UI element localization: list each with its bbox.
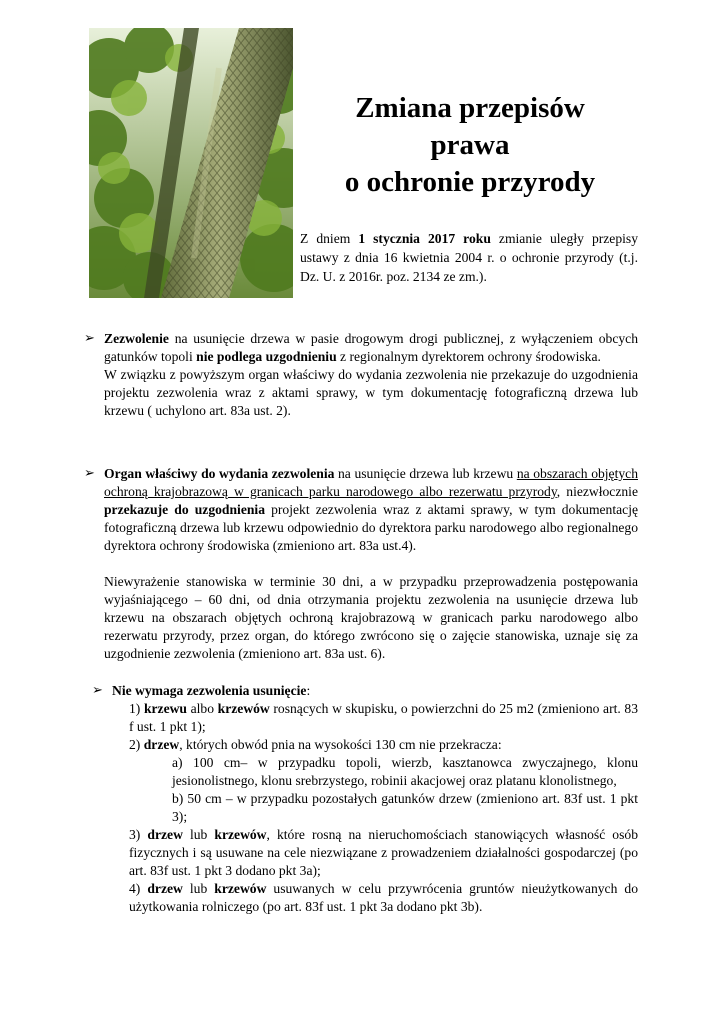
tree-trunk-photo — [89, 28, 293, 298]
s1-paragraph-2: W związku z powyższym organ właściwy do wydania zezwolenia nie przekazuje do uzgodnienia projektu zezwolenia wraz z aktami sprawy, w tym dokumentację fotograficzną drzewa lub krzewu ( uchylono art. 83a ust. 2). — [104, 367, 638, 418]
item-text: , których obwód pnia na wysokości 130 cm nie przekracza: — [179, 737, 502, 752]
s2-text-3: projekt zezwolenia wraz z aktami sprawy, w tym dokumentację fotograficzną drzewa lub krzewu odpowiednio do dyrektora parku narodowego albo regionalnego dyrektora ochrony środowiska (zmieniono art. 83a ust.4). — [104, 502, 638, 553]
intro-paragraph — [300, 229, 638, 286]
intro-date: 1 stycznia 2017 roku — [358, 231, 491, 246]
arrow-bullet-icon: ➢ — [84, 331, 95, 346]
s2-underlined: na obszarach objętych ochroną krajobrazową w granicach parku narodowego albo rezerwatu przyrody — [104, 466, 638, 499]
item-bold: drzew — [147, 881, 183, 896]
s3-heading-text: Nie wymaga zezwolenia usunięcie — [112, 683, 307, 698]
s2-text-1: na usunięcie drzewa lub krzewu — [334, 466, 517, 481]
item-text: usuwanych w celu przywrócenia gruntów nieużytkowanych do użytkowania rolniczego (po art. 83f ust. 1 pkt 3a dodano pkt 3b). — [129, 881, 638, 914]
item-number: 4) — [129, 881, 148, 896]
s2-bold-1: Organ właściwy do wydania zezwolenia — [104, 466, 335, 481]
s3-heading — [112, 682, 638, 700]
s3-item-2 — [129, 736, 638, 754]
s1-paragraph-1 — [104, 330, 638, 366]
title-line-3: o ochronie przyrody — [344, 166, 596, 198]
section-zezwolenie — [84, 330, 638, 420]
item-number: 1) — [129, 701, 144, 716]
section-nie-wymaga — [92, 682, 639, 916]
item-bold: krzewów — [214, 881, 267, 896]
item-text: lub — [182, 881, 215, 896]
s1-bold-1: Zezwolenie — [104, 331, 169, 346]
s1-text-2: z regionalnym dyrektorem ochrony środowiska. — [336, 349, 601, 364]
s3-sublist — [172, 754, 638, 826]
s2-paragraph-2: Niewyrażenie stanowiska w terminie 30 dni, a w przypadku przeprowadzenia postępowania wyjaśniającego – 60 dni, od dnia otrzymania projektu zezwolenia na usunięcie drzewa lub krzewu na obszarach objętych ochroną krajobrazową w granicach parku narodowego albo rezerwatu przyrody, przez organ, do którego zwrócono się o zajęcie stanowiska, uznaje się za uzgodnienie zezwolenia (zmieniono art. 83a ust. 6). — [104, 574, 638, 661]
s3-item-4 — [129, 880, 638, 916]
s3-item-2a: a) 100 cm– w przypadku topoli, wierzb, kasztanowca zwyczajnego, klonu jesionolistnego, klonu srebrzystego, robinii akacjowej oraz platanu klonolistnego, — [172, 755, 638, 788]
item-bold: drzew — [143, 737, 180, 752]
s1-bold-2: nie podlega uzgodnieniu — [196, 349, 337, 364]
intro-text-1: Z dniem — [300, 231, 359, 246]
arrow-bullet-icon: ➢ — [92, 683, 103, 698]
arrow-bullet-icon: ➢ — [84, 466, 95, 481]
s2-bold-2: przekazuje do uzgodnienia — [104, 502, 265, 517]
s2-text-2: , niezwłocznie — [556, 484, 638, 499]
s3-item-2b: b) 50 cm – w przypadku pozostałych gatunków drzew (zmieniono art. 83f ust. 1 pkt 3); — [172, 791, 638, 824]
item-bold: krzewów — [214, 827, 267, 842]
item-text: albo — [187, 701, 218, 716]
item-bold: krzewów — [217, 701, 270, 716]
section-organ — [84, 465, 638, 663]
s3-item-3 — [129, 826, 638, 880]
s3-heading-colon: : — [306, 683, 311, 698]
item-text: , które rosną na nieruchomościach stanowiących własność osób fizycznych i są usuwane na cele niezwiązane z prowadzeniem działalności gospodarczej (po art. 83f ust. 1 pkt 3 dodano pkt 3a); — [129, 827, 638, 878]
item-text: rosnących w skupisku, o powierzchni do 25 m2 (zmieniono art. 83 f ust. 1 pkt 1); — [129, 701, 639, 734]
s2-paragraph-1 — [104, 465, 638, 555]
item-number: 3) — [129, 827, 148, 842]
s1-text-1: na usunięcie drzewa w pasie drogowym drogi publicznej, z wyłączeniem obcych gatunków topoli — [104, 331, 638, 364]
item-bold: krzewu — [143, 701, 187, 716]
s3-list — [129, 700, 638, 916]
s3-item-1 — [129, 700, 638, 736]
title-line-2: prawa — [430, 129, 510, 161]
item-text: lub — [182, 827, 215, 842]
intro-text-2: zmianie uległy przepisy ustawy z dnia 16 kwietnia 2004 r. o ochronie przyrody (t.j. Dz. U. z 2016r. poz. 2134 ze zm.). — [300, 231, 638, 284]
item-bold: drzew — [147, 827, 183, 842]
title-line-1: Zmiana przepisów — [355, 92, 585, 124]
item-number: 2) — [129, 737, 144, 752]
page-title — [300, 90, 640, 201]
